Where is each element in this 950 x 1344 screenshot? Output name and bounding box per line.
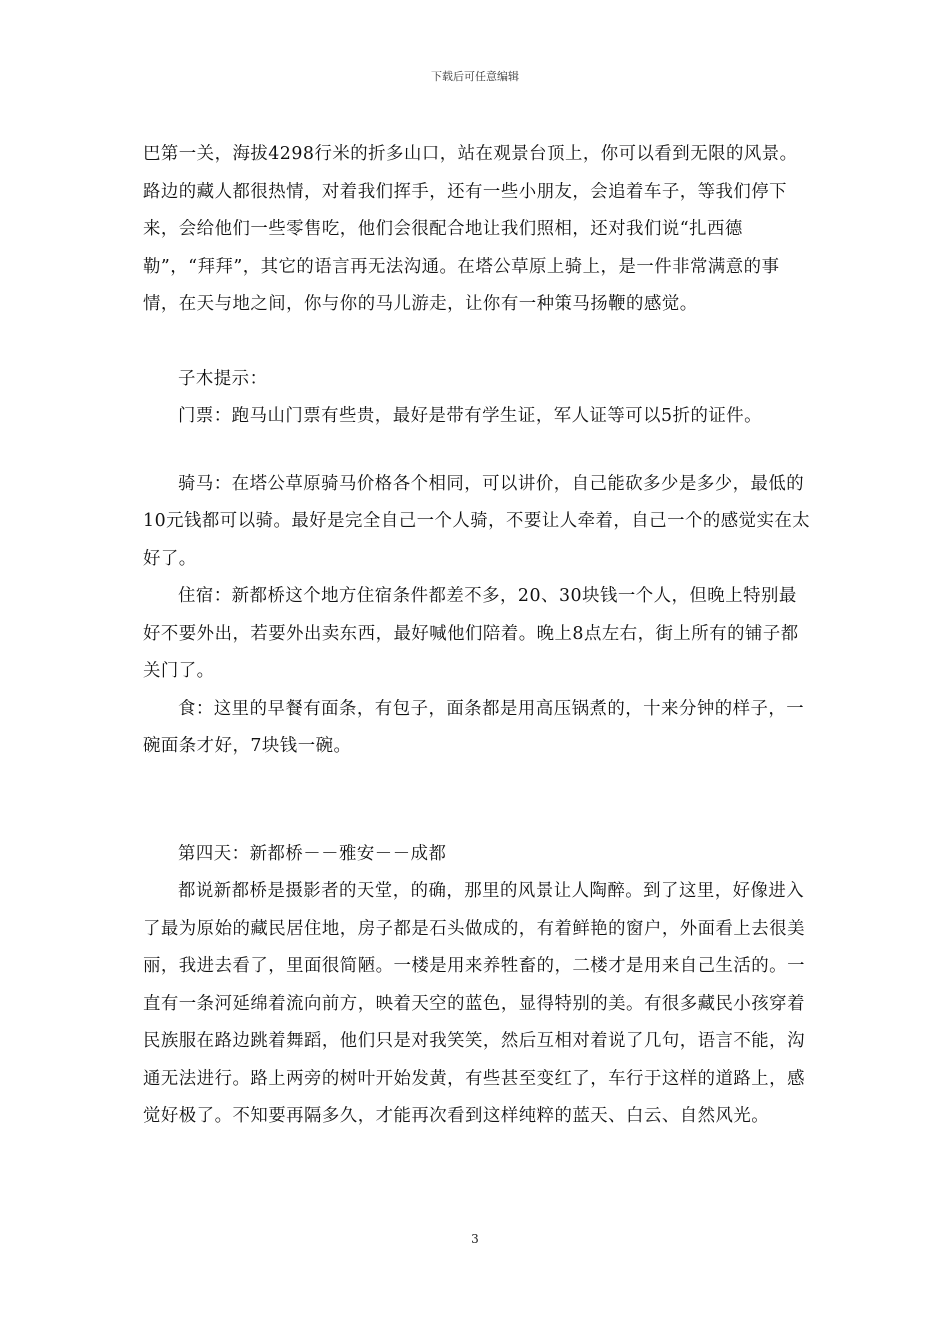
paragraph-tickets: 门票：跑马山门票有些贵，最好是带有学生证，军人证等可以5折的证件。 bbox=[178, 406, 763, 426]
paragraph-day4: 都说新都桥是摄影者的天堂，的确，那里的风景让人陶醉。到了这里，好像进入了最为原始的藏民居住地，房子都是石头做成的，有着鲜艳的窗户，外面看上去很美丽，我进去看了，里面很简陋。一楼是用来养牲畜的，二楼才是用来自己生活的。一直有一条河延绵着流向前方，映着天空的蓝色，显得特别的美。有很多藏民小孩穿着民族服在路边跳着舞蹈，他们只是对我笑笑，然后互相对着说了几句，语言不能，沟通无法进行。路上两旁的树叶开始发黄，有些甚至变红了，车行于这样的道路上，感觉好极了。不知要再隔多久，才能再次看到这样纯粹的蓝天、白云、自然风光。 bbox=[143, 881, 805, 1126]
document-body bbox=[143, 136, 811, 1136]
spacer bbox=[143, 766, 811, 836]
paragraph-food: 食：这里的早餐有面条，有包子，面条都是用高压锅煮的，十来分钟的样子，一碗面条才好，7块钱一碗。 bbox=[143, 698, 805, 756]
paragraph-lodging: 住宿：新都桥这个地方住宿条件都差不多，20、30块钱一个人，但晚上特别最好不要外出，若要外出卖东西，最好喊他们陪着。晚上8点左右，街上所有的铺子都关门了。 bbox=[143, 586, 799, 681]
page-header: 下载后可任意编辑 bbox=[431, 70, 519, 83]
spacer bbox=[143, 324, 811, 361]
page-number: 3 bbox=[471, 1232, 479, 1246]
tips-heading: 子木提示： bbox=[178, 368, 268, 389]
day4-heading: 第四天：新都桥－－雅安－－成都 bbox=[178, 843, 447, 864]
paragraph-scenery: 巴第一关，海拔4298行米的折多山口，站在观景台顶上，你可以看到无限的风景。路边的藏人都很热情，对着我们挥手，还有一些小朋友，会追着车子，等我们停下来，会给他们一些零售吃，他们会很配合地让我们照相，还对我们说“扎西德勒”，“拜拜”，其它的语言再无法沟通。在塔公草原上骑上，是一件非常满意的事情，在天与地之间，你与你的马儿游走，让你有一种策马扬鞭的感觉。 bbox=[143, 144, 798, 314]
spacer bbox=[143, 436, 811, 466]
paragraph-horse-riding: 骑马：在塔公草原骑马价格各个相同，可以讲价，自己能砍多少是多少，最低的10元钱都可以骑。最好是完全自己一个人骑，不要让人牵着，自己一个的感觉实在太好了。 bbox=[143, 473, 811, 569]
